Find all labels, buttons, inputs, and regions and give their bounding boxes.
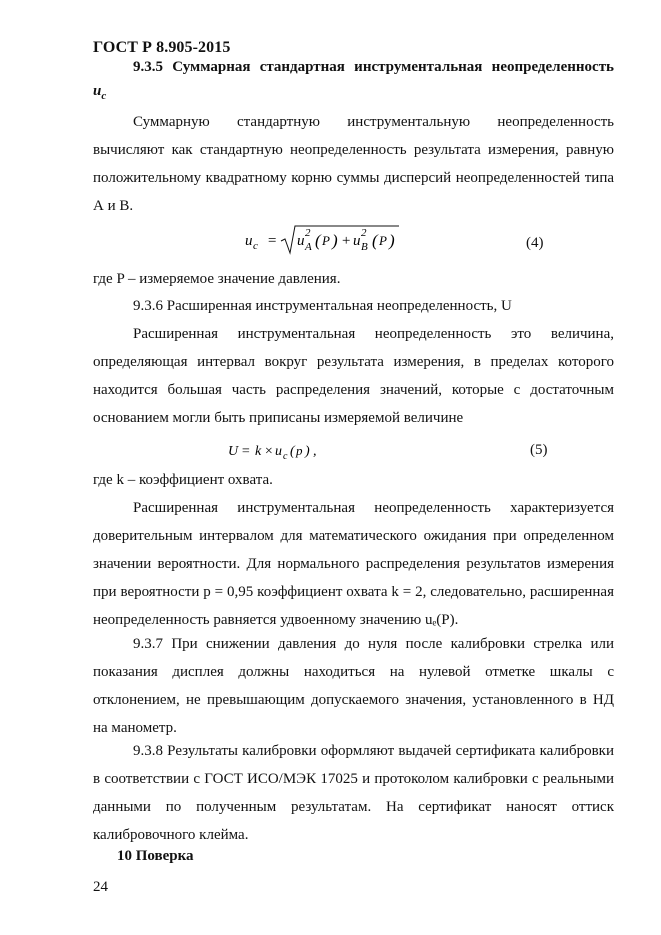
section-938-block [93,737,614,849]
svg-text:c: c [283,451,288,462]
svg-text:=: = [267,233,278,249]
svg-text:+: + [341,233,352,249]
section-937-block [93,630,614,742]
equation-5 [228,440,338,469]
equation-5-formula [228,440,338,464]
equation-4 [245,223,405,264]
section-938-paragraph: 9.3.8 Результаты калибровки оформляют выдачей сертификата калибровки в соответствии с ГОСТ ИСО/МЭК 17025 и протоколом калибровки с реальными данными по полученным результатам. На сертификат наносят оттиск калибровочного клейма. [93,743,614,843]
svg-text:A: A [305,241,312,253]
section-935-where-text: где P – измеряемое значение давления. [93,271,341,287]
svg-text:): ) [305,444,310,459]
svg-text:u: u [297,233,305,249]
svg-text:u: u [275,444,282,459]
section-10-heading: 10 Поверка [117,848,194,864]
page-number: 24 [93,879,108,895]
svg-text:k: k [255,444,262,459]
svg-text:P: P [379,233,387,248]
svg-text:c: c [253,240,258,252]
section-935-heading-block [93,53,614,81]
svg-text:=: = [241,444,251,459]
standard-code-header: ГОСТ Р 8.905-2015 [93,39,231,56]
section-936-where-text: где k – коэффициент охвата. [93,472,273,488]
equation-4-number: (4) [526,235,544,251]
svg-text:B: B [361,241,368,253]
section-935-paragraph-block [93,108,614,220]
section-936-heading: 9.3.6 Расширенная инструментальная неопределенность, U [133,298,512,314]
svg-text:u: u [353,233,361,249]
section-937-paragraph: 9.3.7 При снижении давления до нуля после калибровки стрелка или показания дисплея должны находиться на нулевой отметке шкалы с отклонением, не превышающим допускаемого значения, установленного в НД на манометр. [93,636,614,736]
section-935-heading-symbol: $u_c$ [93,83,107,102]
section-936-paragraph: Расширенная инструментальная неопределенность это величина, определяющая интервал вокруг результата измерения, в пределах которого находится большая часть распределения значений, которые с достаточным основанием могли быть приписаны измеряемой величине [93,326,614,426]
section-936-paragraph-block [93,320,614,432]
svg-text:P: P [322,233,330,248]
svg-text:U: U [228,444,239,459]
svg-text:(: ( [372,231,378,250]
equation-5-number: (5) [530,442,548,458]
svg-text:): ) [332,231,338,250]
svg-text:×: × [264,444,274,459]
svg-text:2: 2 [305,227,311,239]
equation-4-formula [245,223,405,259]
svg-text:): ) [389,231,395,250]
section-936-paragraph2: Расширенная инструментальная неопределенность характеризуется доверительным интервалом для математического ожидания при определенном значении вероятности. Для нормального распределения результатов измерения при вероятности p = 0,95 коэффициент охвата k = 2, следовательно, расширенная неопределенность равняется удвоенному значению uₑ(P). [93,500,614,628]
section-936-paragraph2-block [93,494,614,634]
svg-text:(: ( [290,444,295,459]
section-935-heading: 9.3.5 Суммарная стандартная инструментальная неопределенность [133,59,614,75]
svg-text:2: 2 [361,227,367,239]
svg-text:p: p [296,443,303,458]
svg-text:u: u [245,233,253,249]
svg-text:(: ( [315,231,321,250]
section-935-paragraph: Суммарную стандартную инструментальную неопределенность вычисляют как стандартную неопределенность результата измерения, равную положительному квадратному корню суммы дисперсий неопределенностей типа А и В. [93,114,614,214]
svg-text:,: , [313,444,317,459]
